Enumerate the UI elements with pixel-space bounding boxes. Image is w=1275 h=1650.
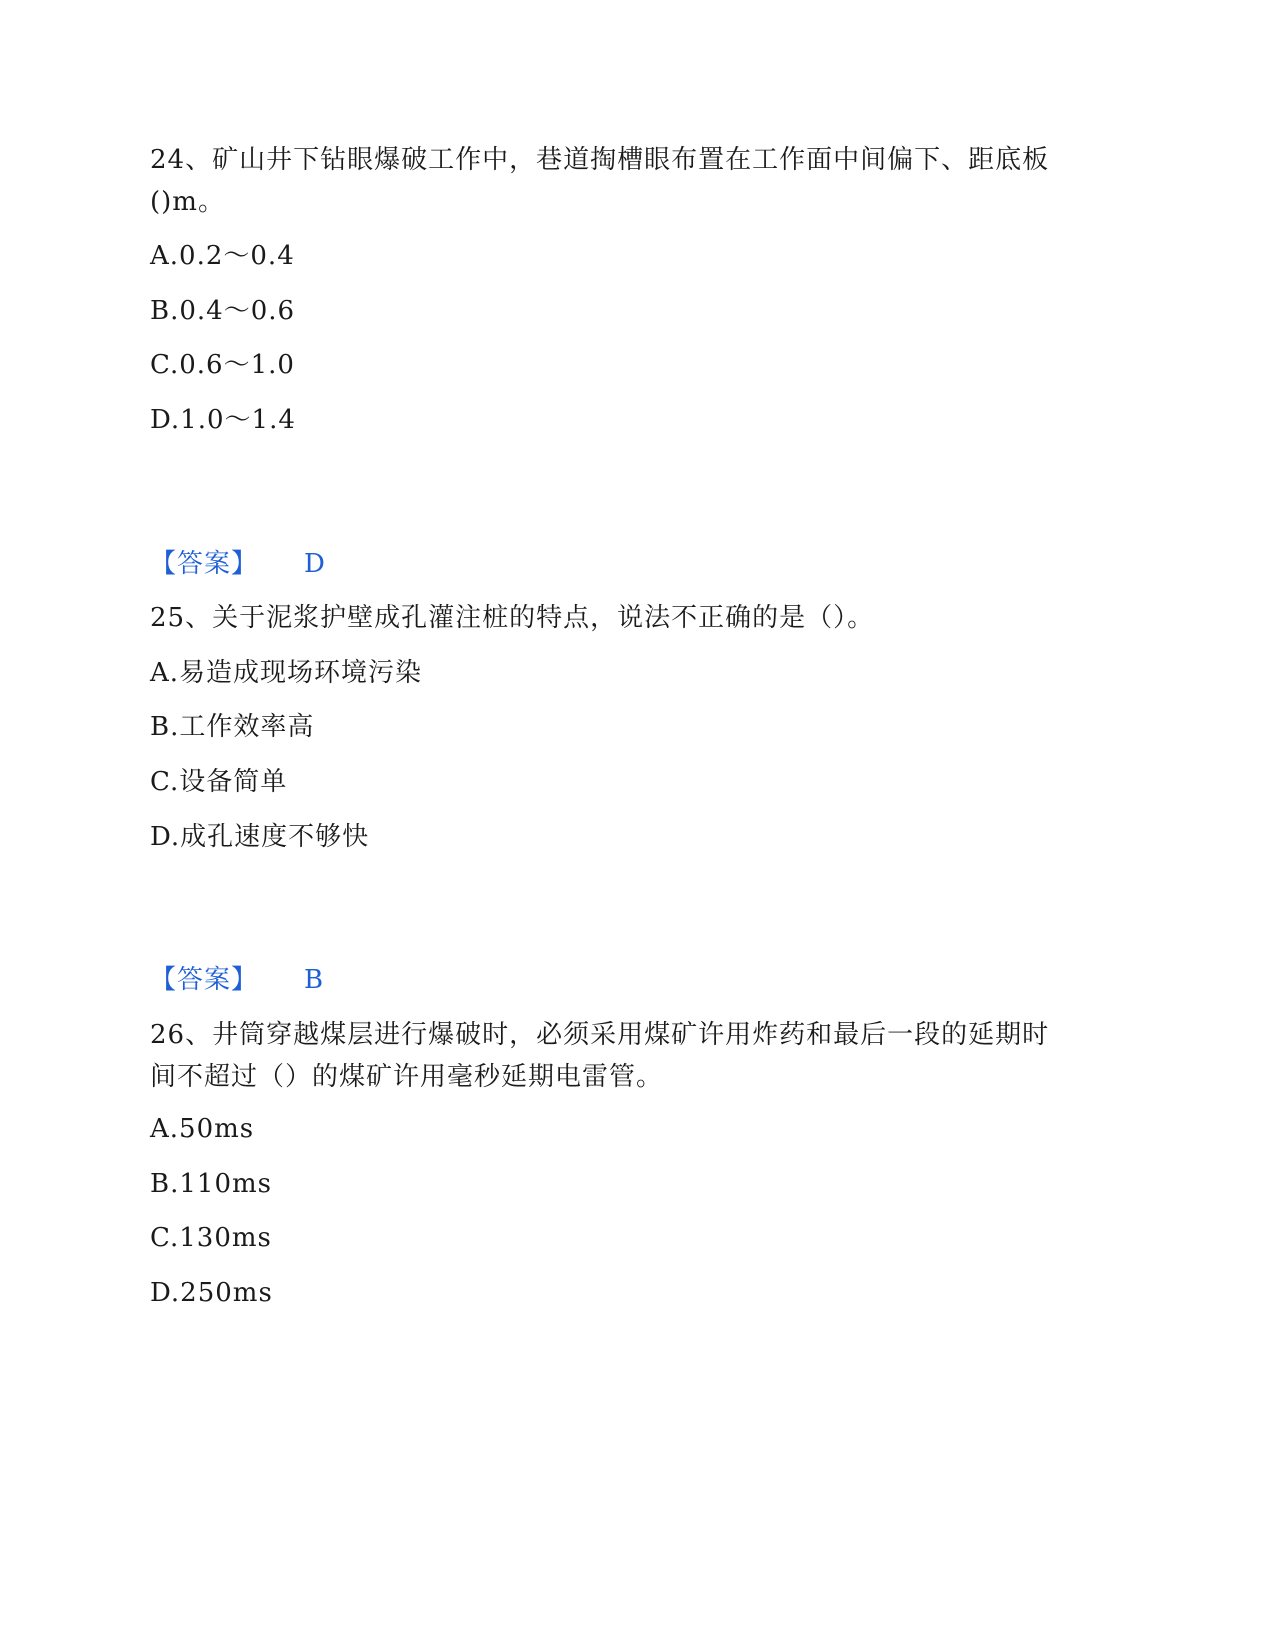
- question-24-option-c: C.0.6～1.0: [150, 350, 295, 380]
- answer-value: D: [304, 549, 325, 579]
- question-24-option-b: B.0.4～0.6: [150, 296, 296, 326]
- question-25-option-a: A.易造成现场环境污染: [150, 658, 423, 688]
- answer-tag: 【答案】: [150, 549, 259, 579]
- question-26-option-d: D.250ms: [150, 1278, 273, 1308]
- question-24-option-a: A.0.2～0.4: [150, 241, 295, 271]
- question-24-option-d: D.1.0～1.4: [150, 405, 296, 435]
- question-24-stem-line-2: ()m。: [150, 187, 225, 217]
- question-26-stem-line-1: 26、井筒穿越煤层进行爆破时，必须采用煤矿许用炸药和最后一段的延期时: [150, 1020, 1050, 1050]
- question-24-stem-line-1: 24、矿山井下钻眼爆破工作中，巷道掏槽眼布置在工作面中间偏下、距底板: [150, 145, 1050, 175]
- question-25-stem-line-1: 25、关于泥浆护壁成孔灌注桩的特点，说法不正确的是（）。: [150, 603, 875, 633]
- question-25-option-d: D.成孔速度不够快: [150, 822, 370, 852]
- answer-tag: 【答案】: [150, 965, 259, 995]
- question-25-option-c: C.设备简单: [150, 767, 288, 797]
- question-26-option-b: B.110ms: [150, 1169, 272, 1199]
- question-26-option-a: A.50ms: [150, 1114, 255, 1144]
- question-25-option-b: B.工作效率高: [150, 712, 315, 742]
- question-26-stem-line-2: 间不超过（）的煤矿许用毫秒延期电雷管。: [150, 1062, 664, 1092]
- question-24-answer: [150, 542, 325, 586]
- question-25-answer: [150, 958, 323, 1002]
- answer-value: B: [304, 965, 324, 995]
- question-26-option-c: C.130ms: [150, 1223, 272, 1253]
